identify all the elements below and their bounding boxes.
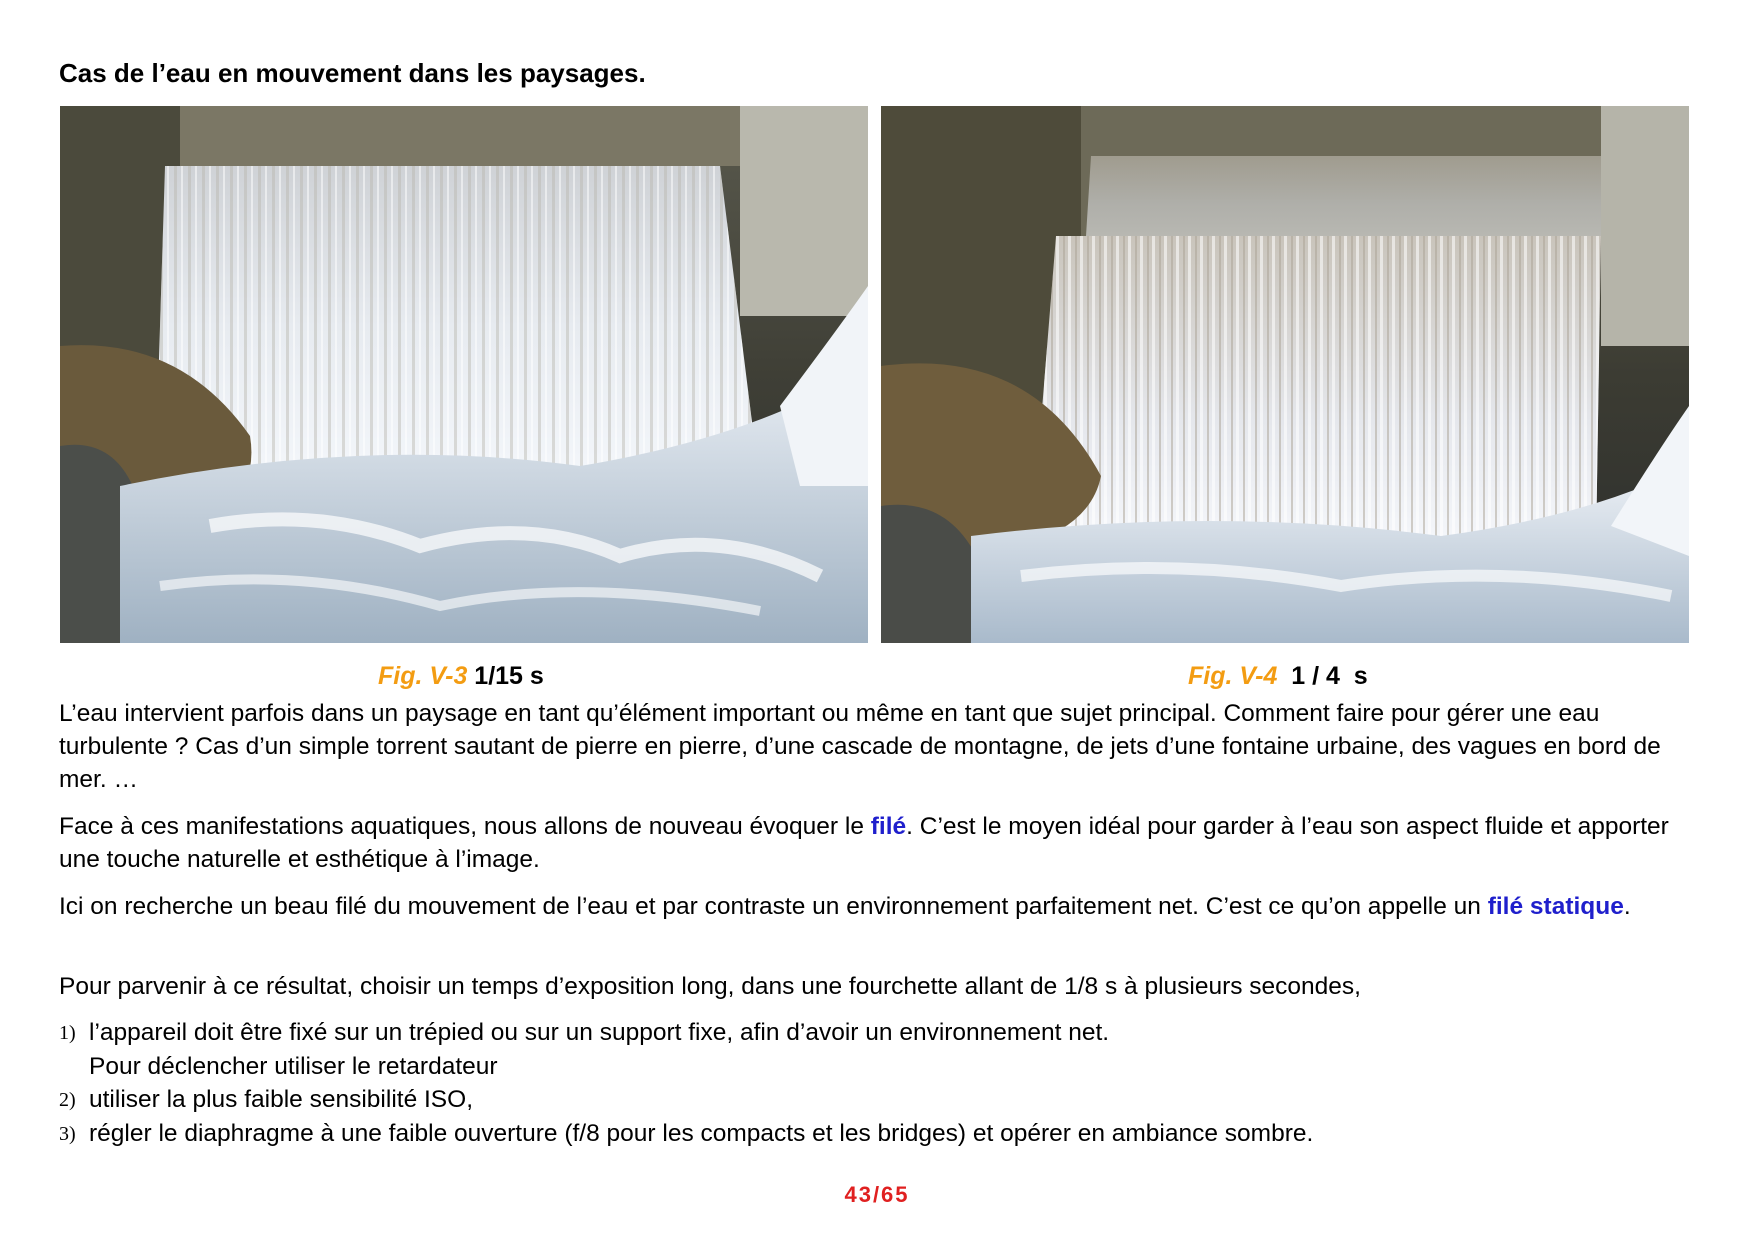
- list-item: [59, 1117, 1709, 1151]
- list-item: [59, 1083, 1709, 1117]
- list-text: utiliser la plus faible sensibilité ISO,: [89, 1086, 474, 1113]
- waterfall-photo-right: [881, 106, 1689, 643]
- page-number: 43/65: [844, 1182, 910, 1207]
- list-text: régler le diaphragme à une faible ouverture (f/8 pour les compacts et les bridges) et opérer en ambiance sombre.: [89, 1119, 1314, 1147]
- figure-label: Fig. V-4: [1188, 662, 1278, 690]
- paragraph-file-statique: [59, 890, 1709, 923]
- paragraph-method: Pour parvenir à ce résultat, choisir un temps d’exposition long, dans une fourchette allant de 1/8 s à plusieurs secondes,: [59, 973, 1361, 1000]
- paragraph-text: . C’est le moyen idéal pour garder à l’eau son aspect fluide et apporter une touche naturelle et esthétique à l’image.: [59, 813, 1669, 873]
- figure-caption-left: [378, 662, 544, 691]
- list-number: 1): [59, 1022, 76, 1044]
- steps-list: [59, 1016, 1709, 1150]
- paragraph-text: Face à ces manifestations aquatiques, nous allons de nouveau évoquer le: [59, 813, 871, 840]
- page-title: Cas de l’eau en mouvement dans les paysages.: [59, 58, 646, 88]
- paragraph-intro: L’eau intervient parfois dans un paysage en tant qu’élément important ou même en tant que sujet principal. Comment faire pour gérer une eau turbulente ? Cas d’un simple torrent sautant de pierre en pierre, d’une cascade de montagne, de jets d’une fontaine urbaine, des vagues en bord de mer. …: [59, 700, 1661, 793]
- paragraph-text: Ici on recherche un beau filé du mouvement de l’eau et par contraste un environnement parfaitement net. C’est ce qu’on appelle un: [59, 893, 1488, 920]
- list-text: l’appareil doit être fixé sur un trépied ou sur un support fixe, afin d’avoir un environnement net.: [89, 1019, 1110, 1046]
- figure-label: Fig. V-3: [378, 662, 468, 690]
- exposure-time: 1 / 4 s: [1277, 662, 1368, 690]
- waterfall-photo-left: [60, 106, 868, 643]
- list-number: 2): [59, 1089, 76, 1111]
- figure-caption-right: [1188, 662, 1368, 691]
- highlight-term: filé statique: [1487, 893, 1624, 920]
- exposure-time: 1/15 s: [467, 662, 544, 690]
- list-number: 3): [59, 1122, 76, 1145]
- highlight-term: filé: [870, 813, 907, 840]
- list-item: [59, 1016, 1709, 1083]
- paragraph-file: [59, 810, 1709, 876]
- paragraph-text: .: [1623, 893, 1631, 920]
- list-text: Pour déclencher utiliser le retardateur: [89, 1052, 498, 1080]
